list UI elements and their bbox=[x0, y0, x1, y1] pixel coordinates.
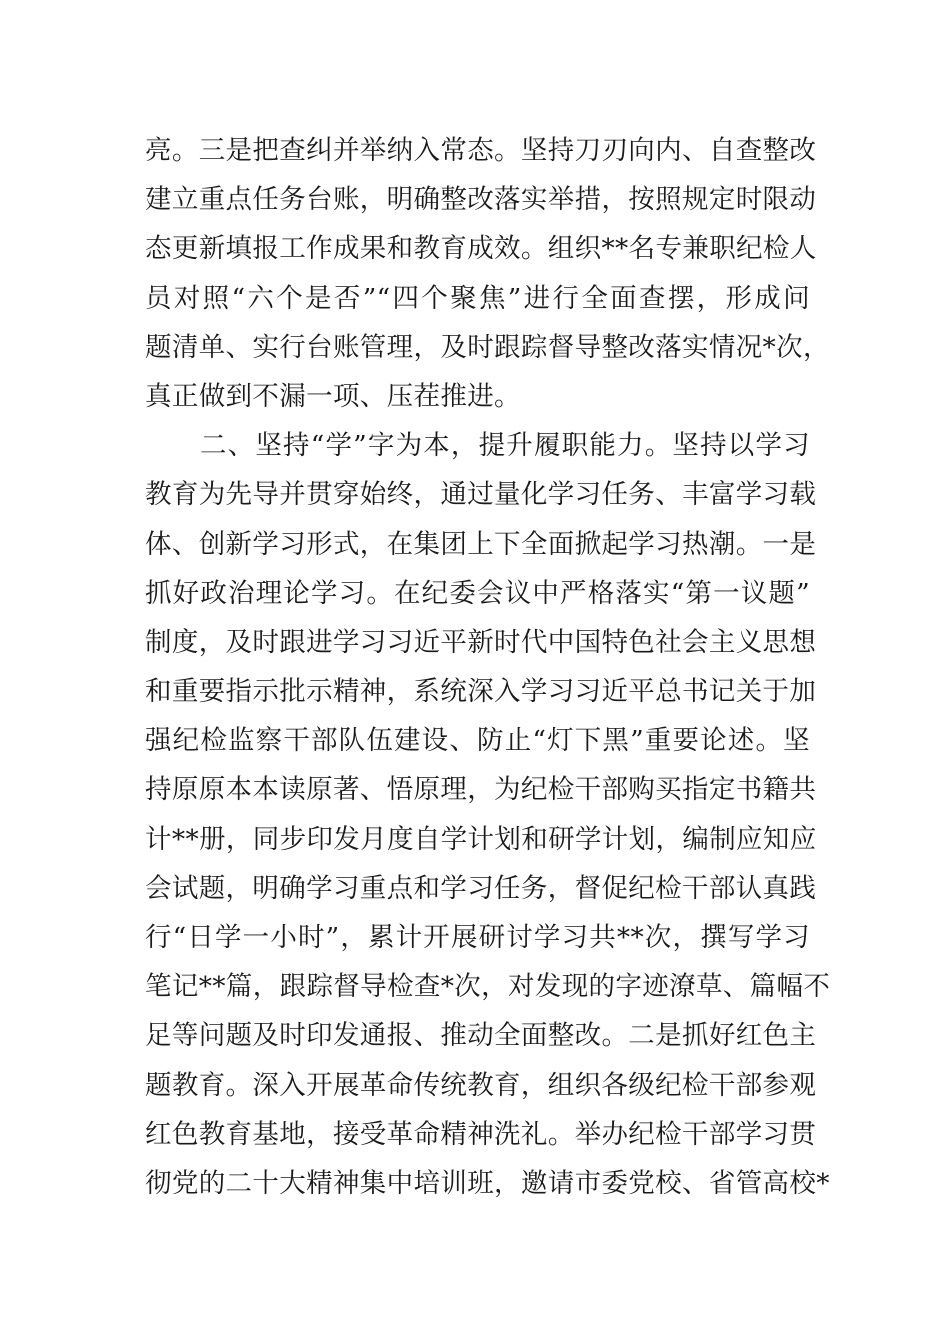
text-line: 态更新填报工作成果和教育成效。组织**名专兼职纪检人 bbox=[145, 233, 817, 265]
text-line: 强纪检监察干部队伍建设、防止“灯下黑”重要论述。坚 bbox=[145, 725, 810, 757]
text-line: 建立重点任务台账，明确整改落实举措，按照规定时限动 bbox=[145, 184, 817, 216]
text-line: 持原原本本读原著、悟原理，为纪检干部购买指定书籍共 bbox=[145, 774, 817, 806]
text-line: 真正做到不漏一项、压茬推进。 bbox=[145, 380, 521, 412]
text-line: 员对照“六个是否”“四个聚焦”进行全面查摆，形成问 bbox=[145, 282, 810, 314]
text-line: 抓好政治理论学习。在纪委会议中严格落实“第一议题” bbox=[145, 577, 810, 609]
text-line: 制度，及时跟进学习习近平新时代中国特色社会主义思想 bbox=[145, 626, 817, 658]
text-line: 会试题，明确学习重点和学习任务，督促纪检干部认真践 bbox=[145, 872, 817, 904]
text-line: 行“日学一小时”，累计开展研讨学习共**次，撰写学习 bbox=[145, 922, 810, 953]
text-line: 体、创新学习形式，在集团上下全面掀起学习热潮。一是 bbox=[145, 528, 817, 560]
text-line: 足等问题及时印发通报、推动全面整改。二是抓好红色主 bbox=[145, 1020, 817, 1052]
text-line: 彻党的二十大精神集中培训班，邀请市委党校、省管高校* bbox=[145, 1167, 830, 1199]
paragraph-heading-line: 二、坚持“学”字为本，提升履职能力。坚持以学习 bbox=[200, 430, 810, 462]
text-line: 教育为先导并贯穿始终，通过量化学习任务、丰富学习载 bbox=[145, 479, 817, 511]
text-line: 和重要指示批示精神，系统深入学习习近平总书记关于加 bbox=[145, 676, 817, 708]
text-line: 题教育。深入开展革命传统教育，组织各级纪检干部参观 bbox=[145, 1069, 817, 1101]
text-line: 红色教育基地，接受革命精神洗礼。举办纪检干部学习贯 bbox=[145, 1118, 817, 1150]
text-line: 题清单、实行台账管理，及时跟踪督导整改落实情况*次， bbox=[145, 331, 830, 363]
body-text bbox=[145, 126, 831, 1208]
text-line: 计**册，同步印发月度自学计划和研学计划，编制应知应 bbox=[145, 823, 817, 855]
text-line: 笔记**篇，跟踪督导检查*次，对发现的字迹潦草、篇幅不 bbox=[145, 971, 831, 1003]
text-line: 亮。三是把查纠并举纳入常态。坚持刀刃向内、自查整改 bbox=[145, 135, 817, 166]
